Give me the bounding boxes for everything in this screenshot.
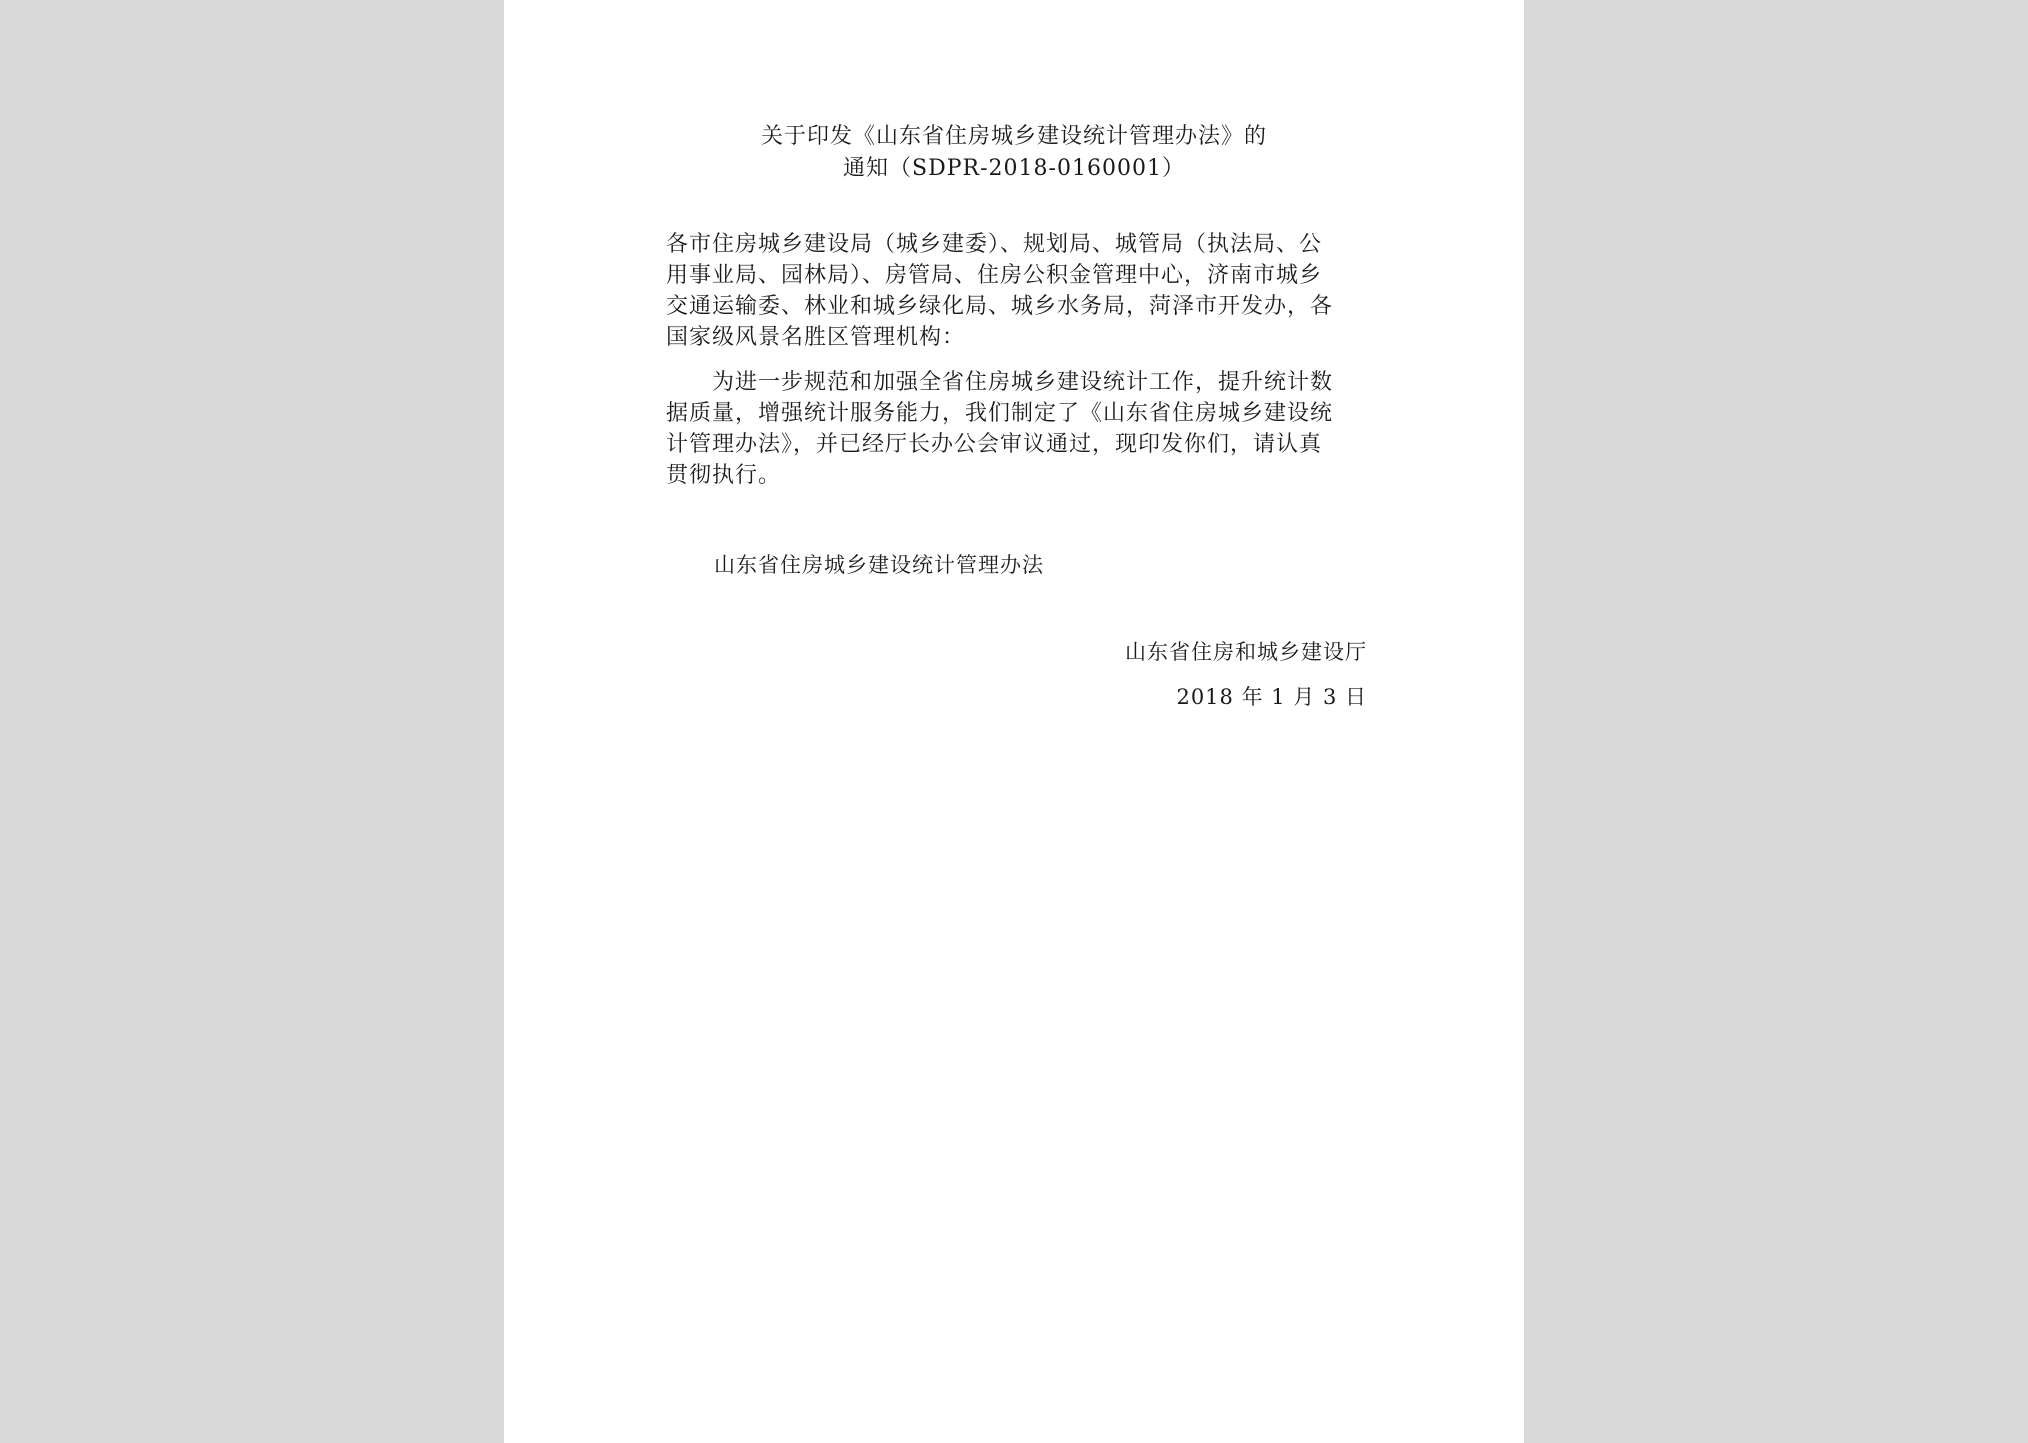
addressees-line: 交通运输委、林业和城乡绿化局、城乡水务局，菏泽市开发办，各	[666, 294, 1334, 319]
addressees-line: 国家级风景名胜区管理机构：	[666, 325, 966, 350]
addressees-line: 用事业局、园林局）、房管局、住房公积金管理中心，济南市城乡	[666, 263, 1323, 288]
addressees-line: 各市住房城乡建设局（城乡建委）、规划局、城管局（执法局、公	[666, 232, 1323, 257]
body-line: 贯彻执行。	[666, 463, 782, 488]
document-title-line-1: 关于印发《山东省住房城乡建设统计管理办法》的	[760, 124, 1267, 149]
signature-date: 2018 年 1 月 3 日	[1176, 685, 1367, 709]
signature-organization: 山东省住房和城乡建设厅	[1125, 640, 1367, 664]
document-title-line-2: 通知（SDPR-2018-0160001）	[843, 156, 1185, 181]
document-page	[504, 0, 1524, 1443]
body-line: 计管理办法》，并已经厅长办公会审议通过，现印发你们，请认真	[666, 432, 1323, 457]
body-line: 据质量，增强统计服务能力，我们制定了《山东省住房城乡建设统	[666, 401, 1334, 426]
addressees-paragraph	[666, 229, 1372, 353]
attachment-title: 山东省住房城乡建设统计管理办法	[714, 553, 1044, 577]
body-line: 为进一步规范和加强全省住房城乡建设统计工作，提升统计数	[666, 370, 1334, 395]
body-paragraph	[666, 367, 1372, 491]
